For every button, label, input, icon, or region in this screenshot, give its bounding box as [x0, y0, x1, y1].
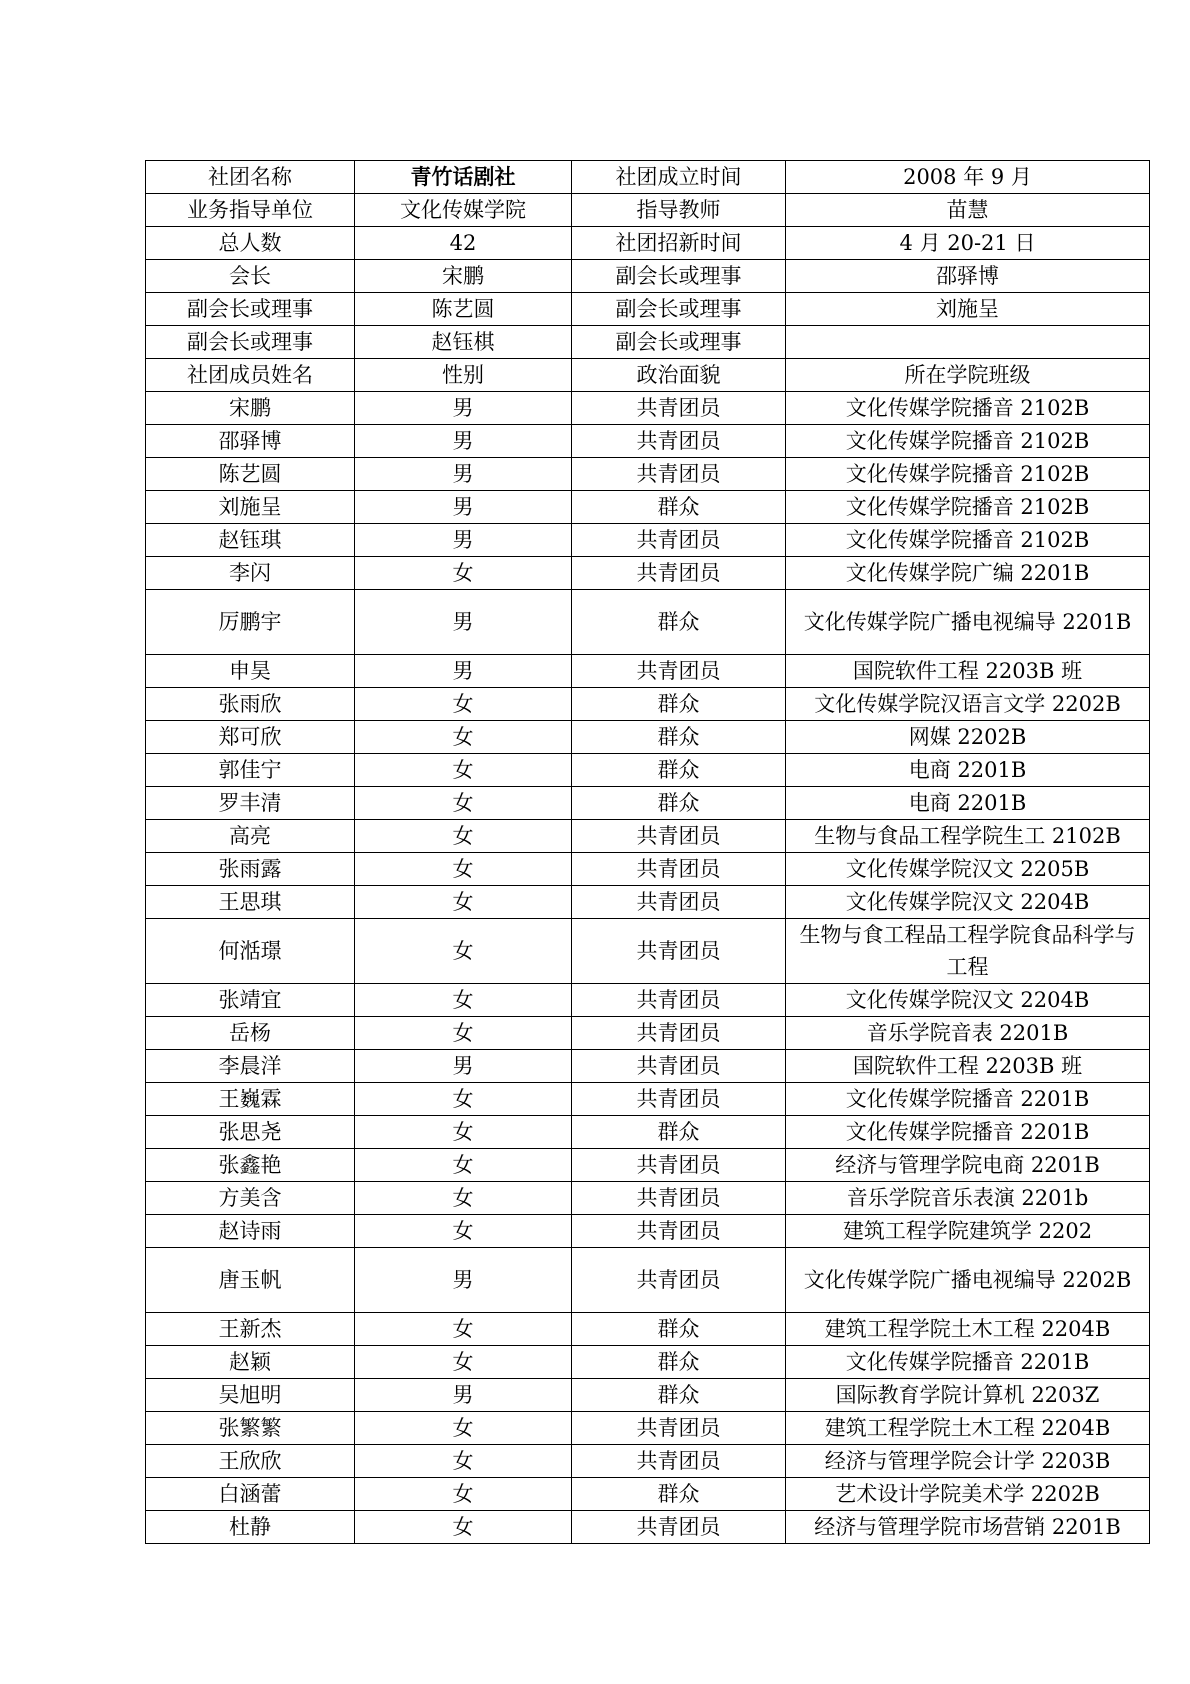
header-name: 社团成员姓名 [146, 359, 355, 392]
member-row [146, 787, 1150, 820]
member-class: 文化传媒学院播音 2102B [786, 458, 1150, 491]
member-gender: 女 [355, 984, 572, 1017]
member-name: 高亮 [146, 820, 355, 853]
member-gender: 男 [355, 1050, 572, 1083]
member-political: 共青团员 [572, 1215, 786, 1248]
member-row [146, 984, 1150, 1017]
member-row [146, 754, 1150, 787]
member-gender: 女 [355, 754, 572, 787]
member-gender: 女 [355, 853, 572, 886]
teacher-label: 指导教师 [572, 194, 786, 227]
member-row [146, 1445, 1150, 1478]
member-name: 李晨洋 [146, 1050, 355, 1083]
member-class: 生物与食品工程学院生工 2102B [786, 820, 1150, 853]
member-political: 群众 [572, 1379, 786, 1412]
member-political: 共青团员 [572, 655, 786, 688]
member-political: 群众 [572, 1313, 786, 1346]
member-gender: 女 [355, 1412, 572, 1445]
member-name: 赵钰琪 [146, 524, 355, 557]
founded-label: 社团成立时间 [572, 161, 786, 194]
header-gender: 性别 [355, 359, 572, 392]
member-row [146, 1017, 1150, 1050]
member-gender: 男 [355, 491, 572, 524]
member-political: 群众 [572, 721, 786, 754]
header-political: 政治面貌 [572, 359, 786, 392]
vp-label: 副会长或理事 [572, 326, 786, 359]
member-row [146, 1379, 1150, 1412]
info-row [146, 260, 1150, 293]
member-gender: 女 [355, 557, 572, 590]
member-political: 群众 [572, 754, 786, 787]
member-name: 申昊 [146, 655, 355, 688]
vp-label: 副会长或理事 [146, 326, 355, 359]
member-political: 共青团员 [572, 984, 786, 1017]
vp-label: 副会长或理事 [572, 293, 786, 326]
member-class: 国院软件工程 2203B 班 [786, 1050, 1150, 1083]
member-class: 文化传媒学院汉语言文学 2202B [786, 688, 1150, 721]
member-political: 共青团员 [572, 1083, 786, 1116]
member-political: 共青团员 [572, 1017, 786, 1050]
member-gender: 男 [355, 590, 572, 655]
member-gender: 女 [355, 1445, 572, 1478]
member-name: 郑可欣 [146, 721, 355, 754]
member-name: 宋鹏 [146, 392, 355, 425]
member-gender: 女 [355, 820, 572, 853]
member-political: 共青团员 [572, 1445, 786, 1478]
member-political: 群众 [572, 491, 786, 524]
member-row [146, 853, 1150, 886]
member-row [146, 1313, 1150, 1346]
member-gender: 男 [355, 458, 572, 491]
vp-value: 陈艺圆 [355, 293, 572, 326]
member-row [146, 1511, 1150, 1544]
member-row [146, 721, 1150, 754]
member-political: 共青团员 [572, 1511, 786, 1544]
member-row [146, 886, 1150, 919]
vp-label: 副会长或理事 [146, 293, 355, 326]
member-row [146, 1478, 1150, 1511]
recruit-label: 社团招新时间 [572, 227, 786, 260]
member-class: 艺术设计学院美术学 2202B [786, 1478, 1150, 1511]
member-row [146, 1116, 1150, 1149]
member-class: 文化传媒学院广播电视编导 2202B [786, 1248, 1150, 1313]
member-gender: 男 [355, 1379, 572, 1412]
member-name: 罗丰清 [146, 787, 355, 820]
member-gender: 女 [355, 1313, 572, 1346]
member-name: 王欣欣 [146, 1445, 355, 1478]
member-row [146, 655, 1150, 688]
member-name: 白涵蕾 [146, 1478, 355, 1511]
member-row [146, 820, 1150, 853]
member-row [146, 392, 1150, 425]
member-class: 经济与管理学院市场营销 2201B [786, 1511, 1150, 1544]
member-name: 李闪 [146, 557, 355, 590]
member-gender: 男 [355, 1248, 572, 1313]
member-political: 共青团员 [572, 1149, 786, 1182]
vp-label: 副会长或理事 [572, 260, 786, 293]
member-class: 国际教育学院计算机 2203Z [786, 1379, 1150, 1412]
member-class: 建筑工程学院土木工程 2204B [786, 1412, 1150, 1445]
unit-value: 文化传媒学院 [355, 194, 572, 227]
member-row [146, 491, 1150, 524]
member-row [146, 425, 1150, 458]
vp-value: 赵钰棋 [355, 326, 572, 359]
member-name: 赵诗雨 [146, 1215, 355, 1248]
club-name-label: 社团名称 [146, 161, 355, 194]
member-political: 共青团员 [572, 886, 786, 919]
member-name: 吴旭明 [146, 1379, 355, 1412]
member-class: 文化传媒学院播音 2102B [786, 524, 1150, 557]
member-political: 共青团员 [572, 820, 786, 853]
member-row [146, 1215, 1150, 1248]
member-gender: 女 [355, 1478, 572, 1511]
member-class: 文化传媒学院汉文 2204B [786, 984, 1150, 1017]
info-row [146, 293, 1150, 326]
member-gender: 男 [355, 655, 572, 688]
president-label: 会长 [146, 260, 355, 293]
member-name: 王新杰 [146, 1313, 355, 1346]
member-gender: 女 [355, 1149, 572, 1182]
member-class: 文化传媒学院播音 2201B [786, 1346, 1150, 1379]
member-class: 建筑工程学院建筑学 2202 [786, 1215, 1150, 1248]
member-name: 刘施呈 [146, 491, 355, 524]
member-row [146, 557, 1150, 590]
member-row [146, 1083, 1150, 1116]
member-name: 张靖宜 [146, 984, 355, 1017]
member-gender: 女 [355, 787, 572, 820]
member-political: 群众 [572, 1116, 786, 1149]
member-political: 群众 [572, 1346, 786, 1379]
recruit-value: 4 月 20-21 日 [786, 227, 1150, 260]
member-gender: 女 [355, 1083, 572, 1116]
member-name: 赵颖 [146, 1346, 355, 1379]
member-row [146, 1050, 1150, 1083]
member-row [146, 1182, 1150, 1215]
member-class: 经济与管理学院会计学 2203B [786, 1445, 1150, 1478]
member-class: 音乐学院音乐表演 2201b [786, 1182, 1150, 1215]
member-political: 共青团员 [572, 458, 786, 491]
member-row [146, 1248, 1150, 1313]
founded-value: 2008 年 9 月 [786, 161, 1150, 194]
member-row [146, 1412, 1150, 1445]
member-name: 张鑫艳 [146, 1149, 355, 1182]
member-row [146, 524, 1150, 557]
member-gender: 女 [355, 1215, 572, 1248]
vp-value: 邵驿博 [786, 260, 1150, 293]
member-name: 杜静 [146, 1511, 355, 1544]
info-row [146, 194, 1150, 227]
member-gender: 女 [355, 919, 572, 984]
member-gender: 女 [355, 1182, 572, 1215]
member-gender: 女 [355, 721, 572, 754]
member-row [146, 590, 1150, 655]
president-value: 宋鹏 [355, 260, 572, 293]
member-name: 郭佳宁 [146, 754, 355, 787]
info-row [146, 326, 1150, 359]
member-gender: 男 [355, 392, 572, 425]
member-class: 网媒 2202B [786, 721, 1150, 754]
member-class: 文化传媒学院播音 2102B [786, 491, 1150, 524]
info-row [146, 227, 1150, 260]
member-name: 唐玉帆 [146, 1248, 355, 1313]
member-name: 张雨露 [146, 853, 355, 886]
member-gender: 女 [355, 688, 572, 721]
teacher-value: 苗慧 [786, 194, 1150, 227]
member-name: 王巍霖 [146, 1083, 355, 1116]
member-political: 共青团员 [572, 557, 786, 590]
member-political: 共青团员 [572, 853, 786, 886]
header-class: 所在学院班级 [786, 359, 1150, 392]
member-class: 生物与食工程品工程学院食品科学与工程 [786, 919, 1150, 984]
member-political: 共青团员 [572, 425, 786, 458]
member-gender: 女 [355, 1511, 572, 1544]
member-class: 建筑工程学院土木工程 2204B [786, 1313, 1150, 1346]
vp-value: 刘施呈 [786, 293, 1150, 326]
member-class: 经济与管理学院电商 2201B [786, 1149, 1150, 1182]
member-political: 共青团员 [572, 392, 786, 425]
member-row [146, 919, 1150, 984]
member-name: 方美含 [146, 1182, 355, 1215]
member-row [146, 688, 1150, 721]
club-name-value: 青竹话剧社 [355, 161, 572, 194]
member-row [146, 1346, 1150, 1379]
member-row [146, 458, 1150, 491]
info-row [146, 161, 1150, 194]
member-class: 国院软件工程 2203B 班 [786, 655, 1150, 688]
total-label: 总人数 [146, 227, 355, 260]
member-class: 电商 2201B [786, 787, 1150, 820]
member-row [146, 1149, 1150, 1182]
member-class: 电商 2201B [786, 754, 1150, 787]
member-political: 群众 [572, 1478, 786, 1511]
member-political: 共青团员 [572, 1050, 786, 1083]
member-class: 文化传媒学院广播电视编导 2201B [786, 590, 1150, 655]
member-political: 共青团员 [572, 1182, 786, 1215]
member-political: 共青团员 [572, 1412, 786, 1445]
member-gender: 女 [355, 1017, 572, 1050]
member-gender: 女 [355, 1346, 572, 1379]
member-political: 共青团员 [572, 524, 786, 557]
member-class: 文化传媒学院广编 2201B [786, 557, 1150, 590]
member-name: 邵驿博 [146, 425, 355, 458]
member-political: 群众 [572, 787, 786, 820]
member-header-row [146, 359, 1150, 392]
member-class: 文化传媒学院汉文 2205B [786, 853, 1150, 886]
member-political: 群众 [572, 688, 786, 721]
member-name: 陈艺圆 [146, 458, 355, 491]
member-name: 张雨欣 [146, 688, 355, 721]
member-political: 共青团员 [572, 919, 786, 984]
total-value: 42 [355, 227, 572, 260]
member-class: 文化传媒学院播音 2201B [786, 1083, 1150, 1116]
member-gender: 女 [355, 1116, 572, 1149]
vp-value [786, 326, 1150, 359]
member-political: 群众 [572, 590, 786, 655]
member-name: 张思尧 [146, 1116, 355, 1149]
member-class: 文化传媒学院播音 2201B [786, 1116, 1150, 1149]
member-class: 文化传媒学院播音 2102B [786, 425, 1150, 458]
member-name: 何湉璟 [146, 919, 355, 984]
member-name: 厉鹏宇 [146, 590, 355, 655]
member-class: 音乐学院音表 2201B [786, 1017, 1150, 1050]
member-gender: 女 [355, 886, 572, 919]
member-political: 共青团员 [572, 1248, 786, 1313]
member-gender: 男 [355, 524, 572, 557]
member-name: 王思琪 [146, 886, 355, 919]
unit-label: 业务指导单位 [146, 194, 355, 227]
member-gender: 男 [355, 425, 572, 458]
member-name: 张繁繁 [146, 1412, 355, 1445]
member-class: 文化传媒学院汉文 2204B [786, 886, 1150, 919]
club-info-table [145, 160, 1150, 1544]
member-name: 岳杨 [146, 1017, 355, 1050]
member-class: 文化传媒学院播音 2102B [786, 392, 1150, 425]
